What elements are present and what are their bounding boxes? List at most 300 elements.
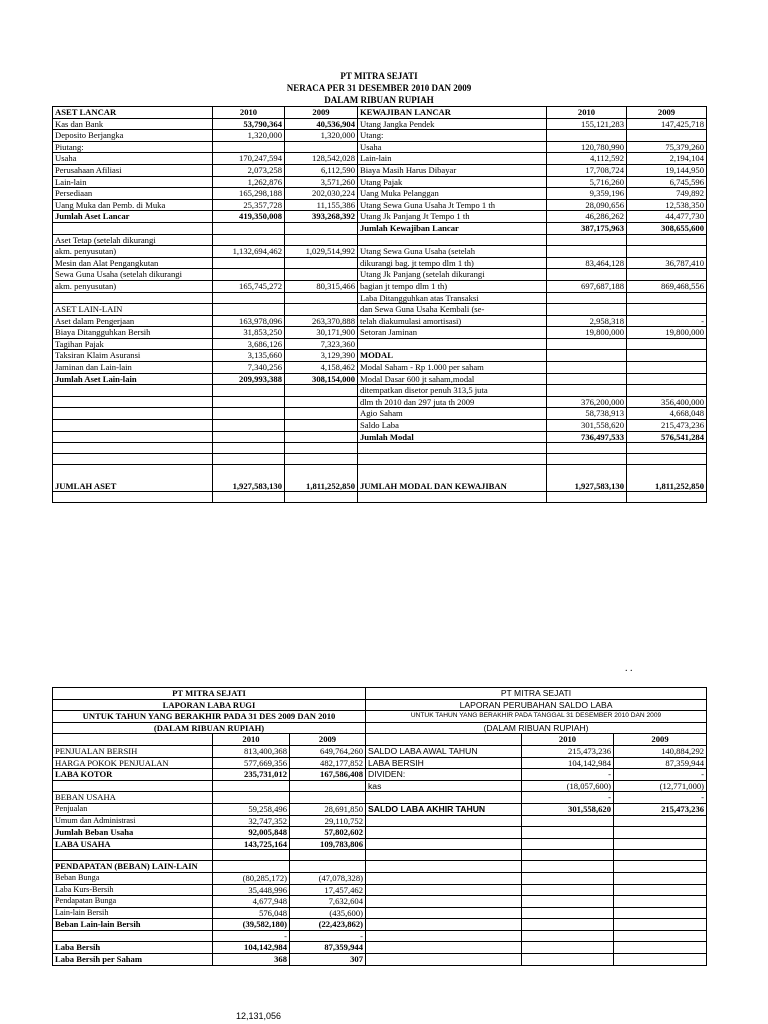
income-2010: 35,448,996 bbox=[213, 884, 290, 896]
asset-2009 bbox=[285, 408, 358, 420]
empty-cell bbox=[522, 815, 614, 827]
table-row bbox=[53, 954, 707, 966]
liability-label: Laba Ditangguhkan atas Transaksi bbox=[358, 292, 547, 304]
liability-label: Jumlah Kewajiban Lancar bbox=[358, 222, 547, 234]
income-2010: (80,285,172) bbox=[213, 872, 290, 884]
asset-2010: 25,357,728 bbox=[213, 199, 285, 211]
total-assets-2009: 1,811,252,850 bbox=[285, 465, 358, 492]
table-row bbox=[53, 815, 707, 827]
empty-cell bbox=[547, 443, 627, 454]
empty-cell bbox=[522, 919, 614, 931]
liability-label: MODAL bbox=[358, 350, 547, 362]
income-2009: 649,764,260 bbox=[290, 745, 366, 757]
empty-cell bbox=[614, 861, 707, 873]
table-row bbox=[53, 153, 707, 165]
liability-label: Setoran Jaminan bbox=[358, 327, 547, 339]
liability-2009 bbox=[627, 292, 707, 304]
table-row bbox=[53, 176, 707, 188]
income-label: LABA KOTOR bbox=[53, 769, 213, 781]
table-row bbox=[53, 164, 707, 176]
empty-cell bbox=[614, 884, 707, 896]
footnote-number: 12,131,056 bbox=[236, 1011, 282, 1021]
liability-label: Jumlah Modal bbox=[358, 431, 547, 443]
asset-label: Lain-lain bbox=[53, 176, 213, 188]
asset-label: Biaya Ditangguhkan Bersih bbox=[53, 327, 213, 339]
income-2009: 57,802,602 bbox=[290, 827, 366, 839]
asset-2009: 40,536,904 bbox=[285, 118, 358, 130]
column-header: 2010 bbox=[213, 107, 285, 119]
empty-cell bbox=[627, 443, 707, 454]
retained-label: SALDO LABA AKHIR TAHUN bbox=[366, 803, 522, 815]
empty-cell bbox=[614, 907, 707, 919]
empty-cell bbox=[358, 492, 547, 503]
column-header: 2009 bbox=[285, 107, 358, 119]
liability-2009: 36,787,410 bbox=[627, 257, 707, 269]
income-2010: (39,582,180) bbox=[213, 919, 290, 931]
empty-cell bbox=[614, 850, 707, 861]
table-row bbox=[53, 850, 707, 861]
liability-label: bagian jt tempo dlm 1 th) bbox=[358, 280, 547, 292]
income-label: Umum dan Administrasi bbox=[53, 815, 213, 827]
asset-2010 bbox=[213, 385, 285, 397]
liability-label: ditempatkan disetor penuh 313,5 juta bbox=[358, 385, 547, 397]
asset-2009: 4,158,462 bbox=[285, 362, 358, 374]
retained-label bbox=[366, 792, 522, 804]
table-row bbox=[53, 408, 707, 420]
retained-label: LABA BERSIH bbox=[366, 757, 522, 769]
liability-2009: 147,425,718 bbox=[627, 118, 707, 130]
asset-label: Taksiran Klaim Asuransi bbox=[53, 350, 213, 362]
asset-label: Tagihan Pajak bbox=[53, 338, 213, 350]
income-2010 bbox=[213, 861, 290, 873]
table-row bbox=[53, 919, 707, 931]
retained-label: DIVIDEN: bbox=[366, 769, 522, 781]
income-2009: 109,783,806 bbox=[290, 838, 366, 850]
column-header: 2010 bbox=[547, 107, 627, 119]
liability-label: Utang Pajak bbox=[358, 176, 547, 188]
retained-title: LAPORAN PERUBAHAN SALDO LABA bbox=[366, 699, 707, 711]
income-2010: 92,005,848 bbox=[213, 827, 290, 839]
empty-cell bbox=[627, 454, 707, 465]
asset-2010: 1,320,000 bbox=[213, 130, 285, 142]
retained-2009: - bbox=[614, 792, 707, 804]
table-row bbox=[53, 338, 707, 350]
liability-label: Usaha bbox=[358, 141, 547, 153]
empty-cell bbox=[366, 896, 522, 908]
liability-2010 bbox=[547, 234, 627, 246]
liability-label: Modal Saham - Rp 1.000 per saham bbox=[358, 362, 547, 374]
liability-label: dlm th 2010 dan 297 juta th 2009 bbox=[358, 396, 547, 408]
liability-label: Saldo Laba bbox=[358, 420, 547, 432]
liability-label: Utang Jk Panjang Jt Tempo 1 th bbox=[358, 211, 547, 223]
empty-cell bbox=[53, 734, 213, 746]
liability-2010: 376,200,000 bbox=[547, 396, 627, 408]
table-row bbox=[53, 257, 707, 269]
total-assets-2010: 1,927,583,130 bbox=[213, 465, 285, 492]
empty-cell bbox=[522, 827, 614, 839]
asset-label bbox=[53, 292, 213, 304]
income-2009: 87,359,944 bbox=[290, 942, 366, 954]
asset-2010 bbox=[213, 222, 285, 234]
empty-cell bbox=[627, 492, 707, 503]
income-2009 bbox=[290, 850, 366, 861]
asset-2009 bbox=[285, 234, 358, 246]
asset-2009: 11,155,386 bbox=[285, 199, 358, 211]
asset-2010 bbox=[213, 257, 285, 269]
asset-2010: 53,790,364 bbox=[213, 118, 285, 130]
table-row bbox=[53, 222, 707, 234]
liability-2010: 17,708,724 bbox=[547, 164, 627, 176]
income-2010 bbox=[213, 792, 290, 804]
table-row bbox=[53, 211, 707, 223]
table-row bbox=[53, 792, 707, 804]
asset-2009 bbox=[285, 431, 358, 443]
asset-label bbox=[53, 431, 213, 443]
balance-header-row bbox=[53, 107, 707, 119]
asset-2010: 7,340,256 bbox=[213, 362, 285, 374]
liability-2009 bbox=[627, 385, 707, 397]
income-year-2010: 2010 bbox=[213, 734, 290, 746]
empty-cell bbox=[366, 954, 522, 966]
liability-label: Agio Saham bbox=[358, 408, 547, 420]
retained-2010: 301,558,620 bbox=[522, 803, 614, 815]
income-2010: 143,725,164 bbox=[213, 838, 290, 850]
retained-company: PT MITRA SEJATI bbox=[366, 688, 707, 700]
asset-label bbox=[53, 396, 213, 408]
liability-2010: 83,464,128 bbox=[547, 257, 627, 269]
table-row bbox=[53, 431, 707, 443]
income-2009: 7,632,604 bbox=[290, 896, 366, 908]
income-period: UNTUK TAHUN YANG BERAKHIR PADA 31 DES 2009 DAN 2010 bbox=[53, 711, 366, 723]
income-2009: 167,586,408 bbox=[290, 769, 366, 781]
table-row bbox=[53, 769, 707, 781]
liability-2009: 19,144,950 bbox=[627, 164, 707, 176]
empty-cell bbox=[53, 454, 213, 465]
liability-label: Utang Sewa Guna Usaha Jt Tempo 1 th bbox=[358, 199, 547, 211]
liability-label: Utang Jangka Pendek bbox=[358, 118, 547, 130]
income-label: HARGA POKOK PENJUALAN bbox=[53, 757, 213, 769]
balance-unit: DALAM RIBUAN RUPIAH bbox=[324, 95, 434, 105]
asset-2009: 80,315,466 bbox=[285, 280, 358, 292]
asset-label: akm. penyusutan) bbox=[53, 280, 213, 292]
asset-label: Persediaan bbox=[53, 188, 213, 200]
income-label bbox=[53, 930, 213, 942]
income-label: Beban Lain-lain Bersih bbox=[53, 919, 213, 931]
asset-2009: 30,171,900 bbox=[285, 327, 358, 339]
income-label: Laba Bersih bbox=[53, 942, 213, 954]
empty-cell bbox=[522, 942, 614, 954]
stray-dots: . . bbox=[625, 663, 633, 674]
table-row bbox=[53, 269, 707, 281]
income-2009: 29,110,752 bbox=[290, 815, 366, 827]
retained-2009: 87,359,944 bbox=[614, 757, 707, 769]
empty-cell bbox=[614, 872, 707, 884]
table-row bbox=[53, 838, 707, 850]
asset-2010: 419,350,008 bbox=[213, 211, 285, 223]
asset-label bbox=[53, 420, 213, 432]
asset-2009: 7,323,360 bbox=[285, 338, 358, 350]
empty-cell bbox=[522, 896, 614, 908]
income-label: Jumlah Beban Usaha bbox=[53, 827, 213, 839]
asset-label: Jumlah Aset Lancar bbox=[53, 211, 213, 223]
table-row bbox=[53, 827, 707, 839]
spacer-row bbox=[53, 443, 707, 454]
retained-unit: (DALAM RIBUAN RUPIAH) bbox=[366, 722, 707, 734]
liability-2010: 697,687,188 bbox=[547, 280, 627, 292]
asset-label: Uang Muka dan Pemb. di Muka bbox=[53, 199, 213, 211]
table-row bbox=[53, 246, 707, 258]
liability-2010: 120,780,990 bbox=[547, 141, 627, 153]
table-row bbox=[53, 362, 707, 374]
liability-2010 bbox=[547, 269, 627, 281]
empty-cell bbox=[366, 734, 522, 746]
liability-2009 bbox=[627, 373, 707, 385]
liability-2009 bbox=[627, 338, 707, 350]
table-row bbox=[53, 385, 707, 397]
year-header-row bbox=[53, 734, 707, 746]
empty-cell bbox=[522, 907, 614, 919]
column-header: ASET LANCAR bbox=[53, 107, 213, 119]
liability-2009: 869,468,556 bbox=[627, 280, 707, 292]
table-row bbox=[53, 757, 707, 769]
liability-2009: 75,379,260 bbox=[627, 141, 707, 153]
liability-2010: 4,112,592 bbox=[547, 153, 627, 165]
liability-label: Uang Muka Pelanggan bbox=[358, 188, 547, 200]
table-row bbox=[53, 396, 707, 408]
asset-2010: 163,978,096 bbox=[213, 315, 285, 327]
asset-2009: 128,542,028 bbox=[285, 153, 358, 165]
table-row bbox=[53, 199, 707, 211]
liability-2009 bbox=[627, 234, 707, 246]
asset-2010 bbox=[213, 396, 285, 408]
liability-2010: 9,359,196 bbox=[547, 188, 627, 200]
liability-2010: 58,738,913 bbox=[547, 408, 627, 420]
asset-2010 bbox=[213, 304, 285, 316]
asset-2010: 31,853,250 bbox=[213, 327, 285, 339]
income-2010: 59,258,496 bbox=[213, 803, 290, 815]
asset-2009: 6,112,590 bbox=[285, 164, 358, 176]
income-2009 bbox=[290, 861, 366, 873]
table-row bbox=[53, 884, 707, 896]
liability-2009 bbox=[627, 269, 707, 281]
empty-cell bbox=[366, 872, 522, 884]
empty-cell bbox=[358, 454, 547, 465]
liability-2009 bbox=[627, 246, 707, 258]
income-2010 bbox=[213, 780, 290, 792]
asset-label: Mesin dan Alat Pengangkutan bbox=[53, 257, 213, 269]
income-label: Pendapatan Bunga bbox=[53, 896, 213, 908]
retained-2010: - bbox=[522, 769, 614, 781]
liability-2010: 736,497,533 bbox=[547, 431, 627, 443]
asset-label: Aset Tetap (setelah dikurangi bbox=[53, 234, 213, 246]
retained-year-2010: 2010 bbox=[522, 734, 614, 746]
empty-cell bbox=[358, 443, 547, 454]
income-unit: (DALAM RIBUAN RUPIAH) bbox=[53, 722, 366, 734]
empty-cell bbox=[213, 443, 285, 454]
asset-2010: 3,135,660 bbox=[213, 350, 285, 362]
empty-cell bbox=[366, 907, 522, 919]
income-2010: 235,731,012 bbox=[213, 769, 290, 781]
asset-2010: 2,073,258 bbox=[213, 164, 285, 176]
liability-2009: 44,477,730 bbox=[627, 211, 707, 223]
total-liab-equity-2009: 1,811,252,850 bbox=[627, 465, 707, 492]
liability-2010 bbox=[547, 362, 627, 374]
liability-2010 bbox=[547, 385, 627, 397]
empty-cell bbox=[366, 838, 522, 850]
asset-label: Piutang: bbox=[53, 141, 213, 153]
table-row bbox=[53, 130, 707, 142]
asset-2010: 1,132,694,462 bbox=[213, 246, 285, 258]
table-row bbox=[53, 780, 707, 792]
table-row bbox=[53, 373, 707, 385]
asset-2009 bbox=[285, 257, 358, 269]
liability-label: Biaya Masih Harus Dibayar bbox=[358, 164, 547, 176]
asset-label bbox=[53, 408, 213, 420]
liability-2010: 5,716,260 bbox=[547, 176, 627, 188]
liability-2009 bbox=[627, 304, 707, 316]
liability-2009 bbox=[627, 350, 707, 362]
total-liab-equity-label: JUMLAH MODAL DAN KEWAJIBAN bbox=[358, 465, 547, 492]
income-2010: 4,677,948 bbox=[213, 896, 290, 908]
asset-label: Deposito Berjangka bbox=[53, 130, 213, 142]
asset-2009 bbox=[285, 385, 358, 397]
empty-cell bbox=[366, 861, 522, 873]
balance-sheet-table bbox=[52, 106, 707, 503]
asset-2010 bbox=[213, 269, 285, 281]
asset-2010: 170,247,594 bbox=[213, 153, 285, 165]
total-liab-equity-2010: 1,927,583,130 bbox=[547, 465, 627, 492]
liability-label: Modal Dasar 600 jt saham,modal bbox=[358, 373, 547, 385]
income-2010: 813,400,368 bbox=[213, 745, 290, 757]
table-row bbox=[53, 118, 707, 130]
asset-2010: 209,993,388 bbox=[213, 373, 285, 385]
asset-2009 bbox=[285, 304, 358, 316]
income-2009: 307 bbox=[290, 954, 366, 966]
liability-2010: 46,286,262 bbox=[547, 211, 627, 223]
income-label: Lain-lain Bersih bbox=[53, 907, 213, 919]
liability-label: Lain-lain bbox=[358, 153, 547, 165]
asset-2009: 3,571,260 bbox=[285, 176, 358, 188]
table-row bbox=[53, 942, 707, 954]
asset-2010 bbox=[213, 141, 285, 153]
income-2010: 577,669,356 bbox=[213, 757, 290, 769]
asset-2009: 202,030,224 bbox=[285, 188, 358, 200]
empty-cell bbox=[614, 930, 707, 942]
retained-year-2009: 2009 bbox=[614, 734, 707, 746]
liability-2009: 6,745,596 bbox=[627, 176, 707, 188]
empty-cell bbox=[213, 454, 285, 465]
liability-2009: 356,400,000 bbox=[627, 396, 707, 408]
asset-2009 bbox=[285, 396, 358, 408]
liability-2010 bbox=[547, 338, 627, 350]
asset-label: Jaminan dan Lain-lain bbox=[53, 362, 213, 374]
table-row bbox=[53, 872, 707, 884]
asset-label: Sewa Guna Usaha (setelah dikurangi bbox=[53, 269, 213, 281]
income-2009: 482,177,852 bbox=[290, 757, 366, 769]
income-label: LABA USAHA bbox=[53, 838, 213, 850]
liability-2010: 2,958,318 bbox=[547, 315, 627, 327]
retained-label: kas bbox=[366, 780, 522, 792]
asset-2010: 165,745,272 bbox=[213, 280, 285, 292]
liability-2009: 308,655,600 bbox=[627, 222, 707, 234]
asset-2010: 1,262,876 bbox=[213, 176, 285, 188]
retained-2010: - bbox=[522, 792, 614, 804]
empty-cell bbox=[547, 492, 627, 503]
asset-2010 bbox=[213, 408, 285, 420]
liability-label bbox=[358, 338, 547, 350]
retained-label: SALDO LABA AWAL TAHUN bbox=[366, 745, 522, 757]
asset-label: Aset dalam Pengerjaan bbox=[53, 315, 213, 327]
asset-2009 bbox=[285, 141, 358, 153]
table-row bbox=[53, 803, 707, 815]
empty-cell bbox=[366, 850, 522, 861]
empty-cell bbox=[285, 443, 358, 454]
asset-2009: 1,320,000 bbox=[285, 130, 358, 142]
income-label: Beban Bunga bbox=[53, 872, 213, 884]
liability-2009: 19,800,000 bbox=[627, 327, 707, 339]
empty-cell bbox=[366, 942, 522, 954]
retained-2009: 215,473,236 bbox=[614, 803, 707, 815]
income-2010: 104,142,984 bbox=[213, 942, 290, 954]
table-row bbox=[53, 141, 707, 153]
asset-2010: 3,686,126 bbox=[213, 338, 285, 350]
liability-2010 bbox=[547, 292, 627, 304]
balance-company: PT MITRA SEJATI bbox=[340, 71, 418, 81]
income-2009: - bbox=[290, 930, 366, 942]
table-row bbox=[53, 304, 707, 316]
table-row bbox=[53, 280, 707, 292]
empty-cell bbox=[522, 930, 614, 942]
income-label bbox=[53, 780, 213, 792]
liability-2010: 28,090,656 bbox=[547, 199, 627, 211]
empty-cell bbox=[614, 954, 707, 966]
retained-period: UNTUK TAHUN YANG BERAKHIR PADA TANGGAL 31 DESEMBER 2010 DAN 2009 bbox=[366, 711, 707, 723]
total-assets-label: JUMLAH ASET bbox=[53, 465, 213, 492]
empty-cell bbox=[522, 954, 614, 966]
income-2010 bbox=[213, 850, 290, 861]
empty-cell bbox=[53, 492, 213, 503]
asset-2009: 393,268,392 bbox=[285, 211, 358, 223]
asset-2010: 165,298,188 bbox=[213, 188, 285, 200]
empty-cell bbox=[522, 884, 614, 896]
asset-2009 bbox=[285, 420, 358, 432]
liability-2009: 12,538,350 bbox=[627, 199, 707, 211]
income-2010: - bbox=[213, 930, 290, 942]
asset-2010 bbox=[213, 420, 285, 432]
asset-label: Kas dan Bank bbox=[53, 118, 213, 130]
empty-cell bbox=[614, 896, 707, 908]
asset-label bbox=[53, 385, 213, 397]
table-row bbox=[53, 861, 707, 873]
asset-2009: 263,370,888 bbox=[285, 315, 358, 327]
empty-cell bbox=[522, 872, 614, 884]
income-year-2009: 2009 bbox=[290, 734, 366, 746]
spacer-row bbox=[53, 454, 707, 465]
income-2009: 28,691,850 bbox=[290, 803, 366, 815]
column-header: 2009 bbox=[627, 107, 707, 119]
liability-2010 bbox=[547, 304, 627, 316]
liability-2010: 301,558,620 bbox=[547, 420, 627, 432]
table-row bbox=[53, 930, 707, 942]
table-row bbox=[53, 907, 707, 919]
balance-total-row bbox=[53, 465, 707, 492]
asset-label bbox=[53, 222, 213, 234]
liability-2009 bbox=[627, 362, 707, 374]
liability-label: telah diakumulasi amortisasi) bbox=[358, 315, 547, 327]
table-row bbox=[53, 234, 707, 246]
liability-label: Utang Jk Panjang (setelah dikurangi bbox=[358, 269, 547, 281]
spacer-row bbox=[53, 492, 707, 503]
